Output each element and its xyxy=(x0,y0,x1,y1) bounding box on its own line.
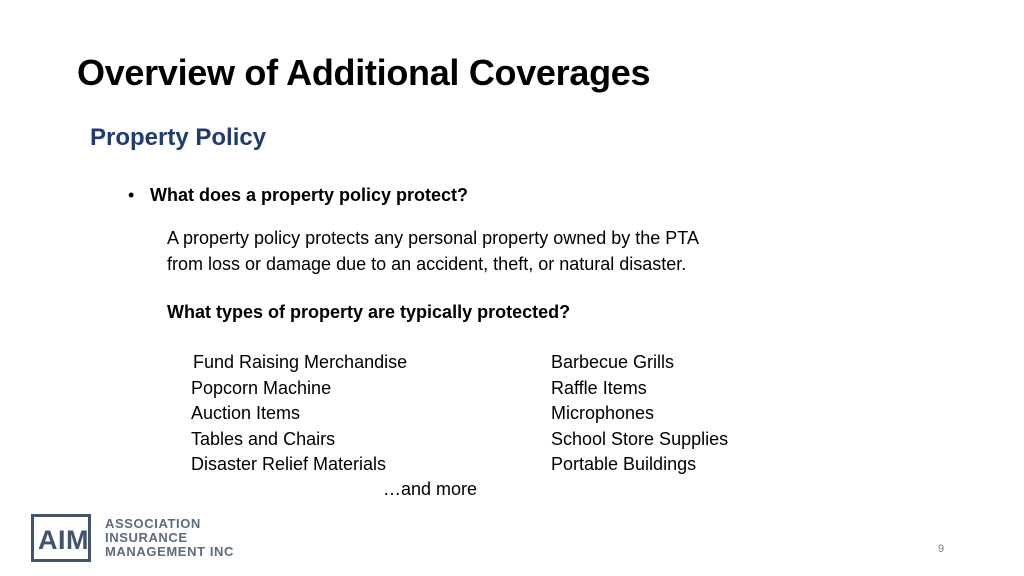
property-list-left xyxy=(191,350,407,478)
logo-wordmark xyxy=(105,517,234,559)
list-item: School Store Supplies xyxy=(551,428,729,449)
logo-mark-text: AIM xyxy=(38,525,89,555)
logo-line: INSURANCE xyxy=(105,530,188,545)
slide-title: Overview of Additional Coverages xyxy=(77,52,651,93)
list-item: Disaster Relief Materials xyxy=(191,454,387,475)
list-item: Popcorn Machine xyxy=(191,377,332,398)
list-item: Auction Items xyxy=(191,403,301,424)
property-list-right xyxy=(551,350,728,478)
list-item: Raffle Items xyxy=(551,377,647,398)
bullet-icon: • xyxy=(128,185,135,205)
logo-line: MANAGEMENT INC xyxy=(105,544,235,559)
logo-line: ASSOCIATION xyxy=(105,516,201,531)
property-types-question: What types of property are typically protected? xyxy=(167,302,571,322)
aim-logo xyxy=(31,514,271,566)
description-paragraph xyxy=(167,226,807,277)
bullet-item xyxy=(128,185,468,206)
logo-mark xyxy=(31,514,91,562)
list-item: Microphones xyxy=(551,403,655,424)
list-item: Barbecue Grills xyxy=(551,352,675,372)
list-item: Portable Buildings xyxy=(551,454,697,475)
page-number: 9 xyxy=(938,543,945,555)
list-item: Tables and Chairs xyxy=(191,428,336,449)
and-more-text: …and more xyxy=(383,479,478,499)
list-item: Fund Raising Merchandise xyxy=(193,352,408,372)
paragraph-line: from loss or damage due to an accident, theft, or natural disaster. xyxy=(167,253,687,274)
paragraph-line: A property policy protects any personal property owned by the PTA xyxy=(167,228,699,248)
bullet-text: What does a property policy protect? xyxy=(150,185,469,205)
section-subtitle: Property Policy xyxy=(90,124,267,151)
